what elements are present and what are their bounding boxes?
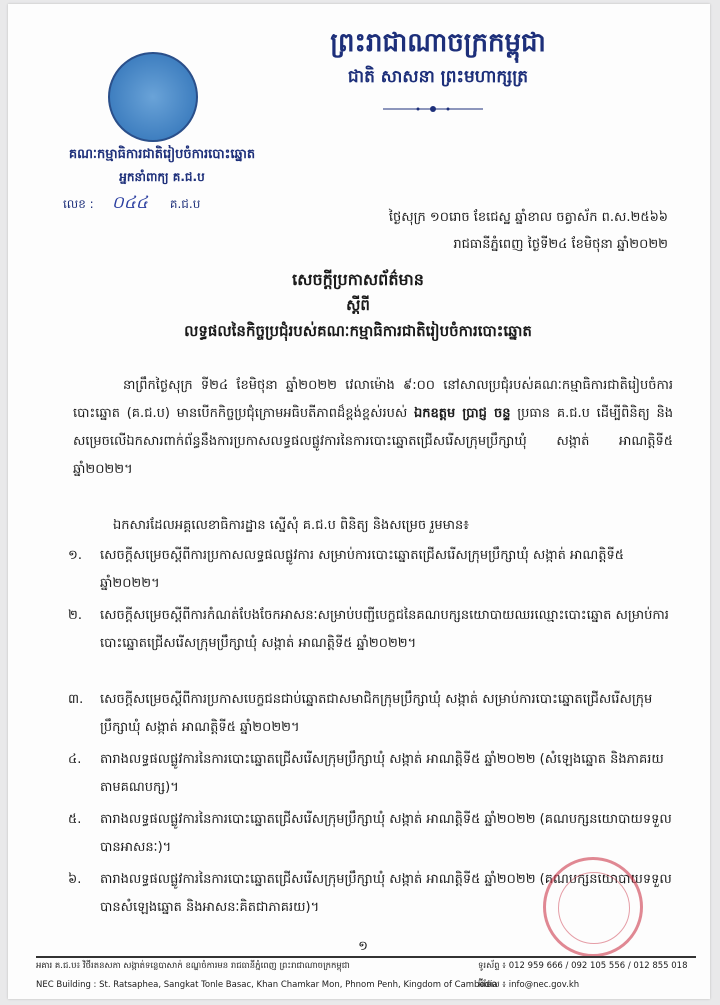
p1-text-end: ប្រធាន គ.ជ.ប ដើម្បីពិនិត្យ និងសម្រេចលើឯកសារពាក់ព័ន្ធនឹងការប្រកាសលទ្ធផលផ្លូវការនៃការបោះឆ្នោតជ្រើសរើសក្រុមប្រឹក្សាឃុំ សង្កាត់ អាណត្តិទី៥ ឆ្នាំ២០២២។ — [73, 406, 673, 477]
reference-number — [63, 192, 200, 217]
footer-divider — [36, 956, 696, 958]
ornament-divider — [383, 104, 483, 114]
nec-logo — [108, 52, 198, 142]
item-number: ១. — [68, 548, 82, 563]
item-text: សេចក្ដីសម្រេចស្ដីពីការកំណត់បែងចែកអាសនៈសម្រាប់បញ្ជីបេក្ខជនៃគណបក្សនយោបាយឈរឈ្មោះបោះឆ្នោត សម្រាប់ការបោះឆ្នោតជ្រើសរើសក្រុមប្រឹក្សាឃុំ សង្កាត់ អាណត្តិទី៥ ឆ្នាំ២០២២។ — [100, 608, 669, 651]
ref-label: លេខ : — [63, 197, 94, 211]
p1-text: នាព្រឹកថ្ងៃសុក្រ ទី២៤ ខែមិថុនា ឆ្នាំ២០២២ វេលាម៉ោង ៩:០០ នៅសាលប្រជុំរបស់គណៈកម្មាធិការជាតិរៀបចំការបោះឆ្នោត (គ.ជ.ប) មានបើកកិច្ចប្រជុំក្រោមអធិបតីភាពដ៏ខ្ពង់ខ្ពស់របស់ — [73, 378, 673, 421]
item-number: ៦. — [68, 872, 82, 887]
document-page — [8, 4, 710, 999]
address-english: NEC Building : St. Ratsaphea, Sangkat Tonle Basac, Khan Chamkar Mon, Phnom Penh, Kingdom of Cambodia — [36, 980, 498, 990]
chairman-name: ឯកឧត្តម ប្រាជ្ញ ចន្ទ — [413, 406, 511, 421]
title-line-3: លទ្ធផលនៃកិច្ចប្រជុំរបស់គណៈកម្មាធិការជាតិរៀបចំការបោះឆ្នោត — [184, 322, 532, 340]
item-number: ៤. — [68, 752, 82, 767]
list-item — [68, 686, 678, 742]
item-text: តារាងលទ្ធផលផ្លូវការនៃការបោះឆ្នោតជ្រើសរើសក្រុមប្រឹក្សាឃុំ សង្កាត់ អាណត្តិទី៥ ឆ្នាំ២០២២ (សំឡេងឆ្នោត និងភាគរយតាមគណបក្ស)។ — [100, 752, 664, 795]
item-number: ២. — [68, 608, 82, 623]
page-number: ១ — [358, 939, 368, 954]
organization-name: គណៈកម្មាធិការជាតិរៀបចំការបោះឆ្នោត — [68, 147, 256, 162]
list-item — [68, 602, 678, 658]
ref-suffix: គ.ជ.ប — [169, 197, 201, 211]
title-line-1: សេចក្ដីប្រកាសព័ត៌មាន — [292, 270, 424, 289]
solar-date: រាជធានីភ្នំពេញ ថ្ងៃទី២៤ ខែមិថុនា ឆ្នាំ២០២២ — [453, 237, 668, 252]
spokesperson-label: អ្នកនាំពាក្យ គ.ជ.ប — [119, 170, 205, 184]
item-text: សេចក្ដីសម្រេចស្ដីពីការប្រកាសលទ្ធផលផ្លូវការ សម្រាប់ការបោះឆ្នោតជ្រើសរើសក្រុមប្រឹក្សាឃុំ សង្កាត់ អាណត្តិទី៥ ឆ្នាំ២០២២។ — [100, 548, 624, 591]
list-item — [68, 746, 678, 802]
paragraph-1 — [73, 372, 673, 484]
lunar-date: ថ្ងៃសុក្រ ១០រោច ខែជេស្ឋ ឆ្នាំខាល ចត្វាស័ក ព.ស.២៥៦៦ — [388, 210, 668, 225]
phone-numbers: ទូរស័ព្ទ ៖ 012 959 666 / 092 105 556 / 012 855 018 — [478, 961, 688, 971]
address-khmer: អគារ គ.ជ.ប៖ វិថីរតនសភា សង្កាត់ទន្លេបាសាក់ ខណ្ឌចំការមន រាជធានីភ្នំពេញ ព្រះរាជាណាចក្រកម្ពុជា — [36, 961, 350, 971]
item-number: ៥. — [68, 812, 82, 827]
list-item — [68, 806, 678, 862]
kingdom-heading: ព្រះរាជាណាចក្រកម្ពុជា — [330, 28, 546, 58]
item-text: តារាងលទ្ធផលផ្លូវការនៃការបោះឆ្នោតជ្រើសរើសក្រុមប្រឹក្សាឃុំ សង្កាត់ អាណត្តិទី៥ ឆ្នាំ២០២២ (គណបក្សនយោបាយទទួលបានសំឡេងឆ្នោត និងអាសនៈគិតជាភាគរយ)។ — [100, 872, 672, 915]
list-item — [68, 542, 678, 598]
national-motto: ជាតិ សាសនា ព្រះមហាក្សត្រ — [347, 67, 529, 87]
item-number: ៣. — [68, 692, 84, 707]
paragraph-2: ឯកសារដែលអគ្គលេខាធិការដ្ឋាន ស្នើសុំ គ.ជ.ប ពិនិត្យ និងសម្រេច រួមមាន៖ — [113, 518, 469, 533]
item-text: សេចក្ដីសម្រេចស្ដីពីការប្រកាសបេក្ខជនជាប់ឆ្នោតជាសមាជិកក្រុមប្រឹក្សាឃុំ សង្កាត់ សម្រាប់ការបោះឆ្នោតជ្រើសរើសក្រុមប្រឹក្សាឃុំ សង្កាត់ អាណត្តិទី៥ ឆ្នាំ២០២២។ — [100, 692, 653, 735]
official-seal-stamp — [543, 857, 643, 957]
email-address: អ៊ីមែល ៖ info@nec.gov.kh — [478, 980, 580, 990]
ref-number: ០៤៤ — [111, 193, 148, 213]
title-line-2: ស្ដីពី — [346, 296, 370, 314]
item-text: តារាងលទ្ធផលផ្លូវការនៃការបោះឆ្នោតជ្រើសរើសក្រុមប្រឹក្សាឃុំ សង្កាត់ អាណត្តិទី៥ ឆ្នាំ២០២២ (គណបក្សនយោបាយទទួលបានអាសនៈ)។ — [100, 812, 672, 855]
